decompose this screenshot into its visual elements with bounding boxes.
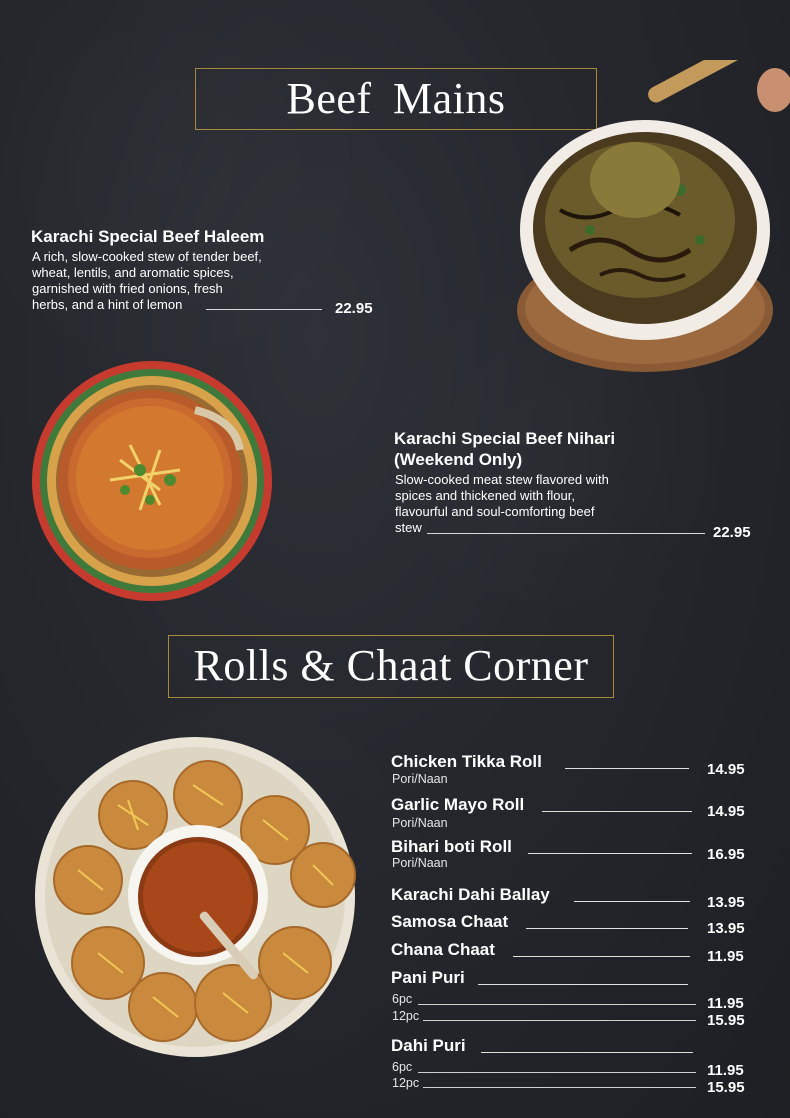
price-leader-line [526,928,688,929]
description-line: wheat, lentils, and aromatic spices, [32,265,234,280]
item-name-samosa-chaat: Samosa Chaat [391,912,509,931]
size-label: 6pc [392,992,413,1006]
price-chicken-tikka-roll: 14.95 [707,761,745,778]
price-samosa-chaat: 13.95 [707,920,745,937]
description-line: A rich, slow-cooked stew of tender beef, [32,249,262,264]
price-leader-line [574,901,690,902]
dish-name-line: (Weekend Only) [394,450,523,469]
item-name-chana-chaat: Chana Chaat [391,940,495,959]
item-name-bihari-boti-roll: Bihari boti Roll [391,837,512,856]
price-leader-line [423,1020,696,1021]
section-title-beef-mains: Beef Mains [195,68,597,130]
description-line: Slow-cooked meat stew flavored with [395,472,609,487]
price-beef-haleem: 22.95 [335,300,373,317]
price-chana-chaat: 11.95 [707,948,744,965]
price-leader-line [206,309,322,310]
pani-puri-platter-image [33,735,363,1065]
price-leader-line [427,533,705,534]
description-line: garnished with fried onions, fresh [32,281,223,296]
description-line: flavourful and soul-comforting beef [395,504,595,519]
item-name-pani-puri: Pani Puri [391,968,465,987]
size-label: 6pc [392,1060,413,1074]
dish-description-beef-nihari [395,472,609,536]
price-leader-line [481,1052,693,1053]
haleem-bowl-image [510,60,790,380]
price-leader-line [478,984,688,985]
dish-name-line: Karachi Special Beef Nihari [394,429,616,448]
price-karachi-dahi-ballay: 13.95 [707,894,745,911]
price-pani-puri-12pc: 15.95 [707,1012,745,1029]
price-leader-line [423,1087,696,1088]
item-name-dahi-puri: Dahi Puri [391,1036,466,1055]
description-line: spices and thickened with flour, [395,488,575,503]
item-subtitle: Pori/Naan [392,816,448,830]
price-leader-line [565,768,689,769]
price-beef-nihari: 22.95 [713,524,751,541]
price-leader-line [418,1004,696,1005]
price-garlic-mayo-roll: 14.95 [707,803,745,820]
dish-description-beef-haleem [32,249,262,313]
description-line: herbs, and a hint of lemon [32,297,183,312]
price-dahi-puri-12pc: 15.95 [707,1079,745,1096]
nihari-bowl-image [30,350,280,612]
price-pani-puri-6pc: 11.95 [707,995,744,1012]
item-name-garlic-mayo-roll: Garlic Mayo Roll [391,795,525,814]
section-title-rolls-chaat: Rolls & Chaat Corner [168,635,614,698]
price-leader-line [542,811,692,812]
price-dahi-puri-6pc: 11.95 [707,1062,744,1079]
price-leader-line [418,1072,696,1073]
dish-name-beef-nihari [394,428,615,470]
dish-name-beef-haleem: Karachi Special Beef Haleem [31,227,265,246]
description-line: stew [395,520,422,535]
price-leader-line [528,853,692,854]
price-bihari-boti-roll: 16.95 [707,846,745,863]
price-leader-line [513,956,690,957]
item-subtitle: Pori/Naan [392,856,448,870]
size-label: 12pc [392,1076,420,1090]
item-name-karachi-dahi-ballay: Karachi Dahi Ballay [391,885,550,904]
item-name-chicken-tikka-roll: Chicken Tikka Roll [391,752,542,771]
item-subtitle: Pori/Naan [392,772,448,786]
size-label: 12pc [392,1009,420,1023]
